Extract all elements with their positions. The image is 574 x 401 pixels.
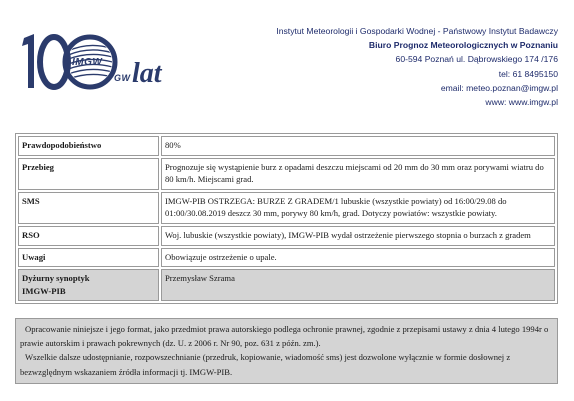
- probability-value: 80%: [161, 136, 555, 156]
- table-row-course: [18, 158, 555, 190]
- office-name: Biuro Prognoz Meteorologicznych w Poznaniu: [368, 40, 558, 51]
- table-row-probability: [18, 136, 555, 156]
- logo-lat-text: lat: [132, 58, 162, 89]
- copyright-notice: [15, 318, 558, 384]
- sms-label: SMS: [18, 192, 159, 224]
- office-email[interactable]: email: meteo.poznan@imgw.pl: [440, 82, 558, 93]
- course-label: Przebieg: [18, 158, 159, 190]
- office-website[interactable]: www: www.imgw.pl: [485, 97, 558, 108]
- table-row-rso: [18, 226, 555, 246]
- remarks-value: Obowiązuje ostrzeżenie o upale.: [161, 248, 555, 268]
- course-value: Prognozuje się wystąpienie burz z opadami deszczu miejscami od 20 mm do 30 mm oraz porywami wiatru do 80 km/h. Miejscami grad.: [161, 158, 555, 190]
- logo-imgw-label: IMGW: [72, 57, 103, 68]
- imgw-100-years-logo: [20, 32, 170, 96]
- institution-contact-block: [178, 24, 558, 109]
- probability-label: Prawdopodobieństwo: [18, 136, 159, 156]
- institution-name: Instytut Meteorologii i Gospodarki Wodnej - Państwowy Instytut Badawczy: [276, 26, 558, 36]
- duty-forecaster-name: Przemysław Szrama: [161, 269, 555, 301]
- table-row-remarks: [18, 248, 555, 268]
- table-row-duty-forecaster: [18, 269, 555, 301]
- rso-value: Woj. lubuskie (wszystkie powiaty), IMGW-PIB wydał ostrzeżenie pierwszego stopnia o burzach z gradem: [161, 226, 555, 246]
- page-header: [0, 0, 574, 124]
- duty-forecaster-label-line1: Dyżurny synoptyk: [22, 273, 90, 284]
- remarks-label: Uwagi: [18, 248, 159, 268]
- table-row-sms: [18, 192, 555, 224]
- sharing-paragraph: Wszelkie dalsze udostępnianie, rozpowszechnianie (przedruk, kopiowanie, wiadomość sms) jest dozwolone wyłącznie w formie dosłownej z bezwzględnym wskazaniem źródła informacji tj. IMGW-PIB.: [20, 352, 511, 377]
- office-phone: tel: 61 8495150: [498, 68, 558, 79]
- logo-gw-label: GW: [114, 73, 131, 83]
- office-address: 60-594 Poznań ul. Dąbrowskiego 174 /176: [395, 54, 558, 65]
- duty-forecaster-label-line2: IMGW-PIB: [22, 285, 66, 296]
- copyright-paragraph: Opracowanie niniejsze i jego format, jako przedmiot prawa autorskiego podlega ochronie prawnej, zgodnie z przepisami ustawy z dnia 4 lutego 1994r o prawie autorskim i prawach pokrewnych (dz. U. z 2006 r. Nr 90, poz. 631 z późn. zm.).: [20, 324, 549, 349]
- sms-value: IMGW-PIB OSTRZEGA: BURZE Z GRADEM/1 lubuskie (wszystkie powiaty) od 16:00/29.08 do 01:00/30.08.2019 deszcz 30 mm, porywy 80 km/h, grad. Dotyczy powiatów: wszystkie powiaty.: [161, 192, 555, 224]
- duty-forecaster-label: [18, 269, 159, 301]
- rso-label: RSO: [18, 226, 159, 246]
- warning-details-table: [15, 133, 558, 304]
